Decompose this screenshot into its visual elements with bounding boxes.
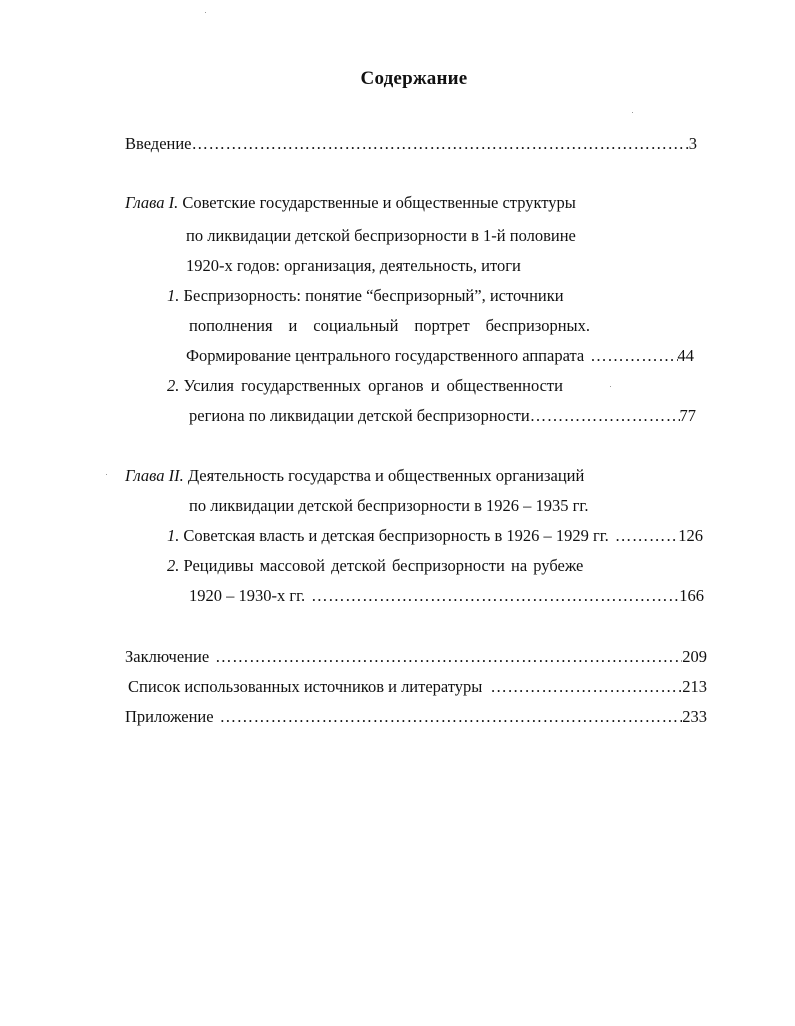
chapter-2-heading	[125, 466, 584, 486]
toc-leader-dots	[490, 677, 682, 697]
toc-entry-label: Введение	[125, 134, 192, 153]
scan-speck	[610, 386, 611, 387]
section-number: 2.	[167, 556, 180, 575]
chapter-1-heading	[125, 193, 576, 213]
section-number: 1.	[167, 526, 180, 545]
chapter-1-line-1: Советские государственные и общественные структуры	[182, 193, 576, 212]
chapter-1-section-1-line-1	[167, 286, 564, 306]
chapter-1-section-1-line-3	[186, 346, 694, 366]
chapter-2-line-1: Деятельность государства и общественных организаций	[187, 466, 585, 485]
toc-entry-label: Заключение	[125, 647, 210, 666]
section-title: Рецидивы массовой детской беспризорности на рубеже	[183, 556, 584, 575]
toc-page-number: 3	[688, 134, 697, 153]
chapter-1-section-1-line-2: пополнения и социальный портрет беспризорных.	[189, 316, 590, 335]
section-title: Формирование центрального государственного аппарата	[186, 346, 585, 365]
toc-entry-label: Список использованных источников и литературы	[128, 677, 483, 696]
chapter-2-section-2-line-2	[189, 586, 704, 606]
chapter-1-section-2-line-1	[167, 376, 563, 396]
toc-leader-dots	[215, 647, 682, 667]
section-number: 1.	[167, 286, 180, 305]
toc-page-number: 213	[682, 677, 707, 696]
section-number: 2.	[167, 376, 180, 395]
section-title: Усилия государственных органов и общественности	[183, 376, 563, 395]
chapter-1-line-3: 1920-х годов: организация, деятельность, итоги	[186, 256, 521, 275]
toc-page-number: 166	[679, 586, 704, 605]
scan-speck	[632, 112, 633, 113]
section-title: Беспризорность: понятие “беспризорный”, источники	[183, 286, 564, 305]
toc-page-number: 77	[679, 406, 696, 425]
chapter-2-line-2: по ликвидации детской беспризорности в 1926 – 1935 гг.	[189, 496, 589, 515]
chapter-1-section-2-line-2	[189, 406, 696, 426]
toc-entry-sources	[128, 677, 707, 697]
toc-entry-intro	[125, 134, 697, 154]
toc-leader-dots	[192, 134, 689, 154]
toc-page-number: 209	[682, 647, 707, 666]
toc-leader-dots	[615, 526, 678, 546]
toc-leader-dots	[590, 346, 677, 366]
toc-page-number: 126	[678, 526, 703, 545]
toc-leader-dots	[530, 406, 680, 426]
toc-page-number: 44	[677, 346, 694, 365]
page-title: Содержание	[360, 68, 468, 89]
scan-speck	[106, 474, 107, 475]
toc-leader-dots	[220, 707, 683, 727]
toc-page-number: 233	[682, 707, 707, 726]
section-title: 1920 – 1930-х гг.	[189, 586, 306, 605]
chapter-2-section-2-line-1	[167, 556, 583, 576]
chapter-1-line-2: по ликвидации детской беспризорности в 1-й половине	[186, 226, 576, 245]
scan-speck	[205, 12, 206, 13]
section-title: Советская власть и детская беспризорность в 1926 – 1929 гг.	[183, 526, 609, 545]
chapter-2-section-1	[167, 526, 703, 546]
toc-leader-dots	[311, 586, 679, 606]
toc-entry-appendix	[125, 707, 707, 727]
chapter-2-prefix: Глава II.	[125, 466, 184, 485]
toc-entry-label: Приложение	[125, 707, 214, 726]
section-title: региона по ликвидации детской беспризорности	[189, 406, 530, 425]
toc-entry-conclusion	[125, 647, 707, 667]
chapter-1-prefix: Глава I.	[125, 193, 179, 212]
